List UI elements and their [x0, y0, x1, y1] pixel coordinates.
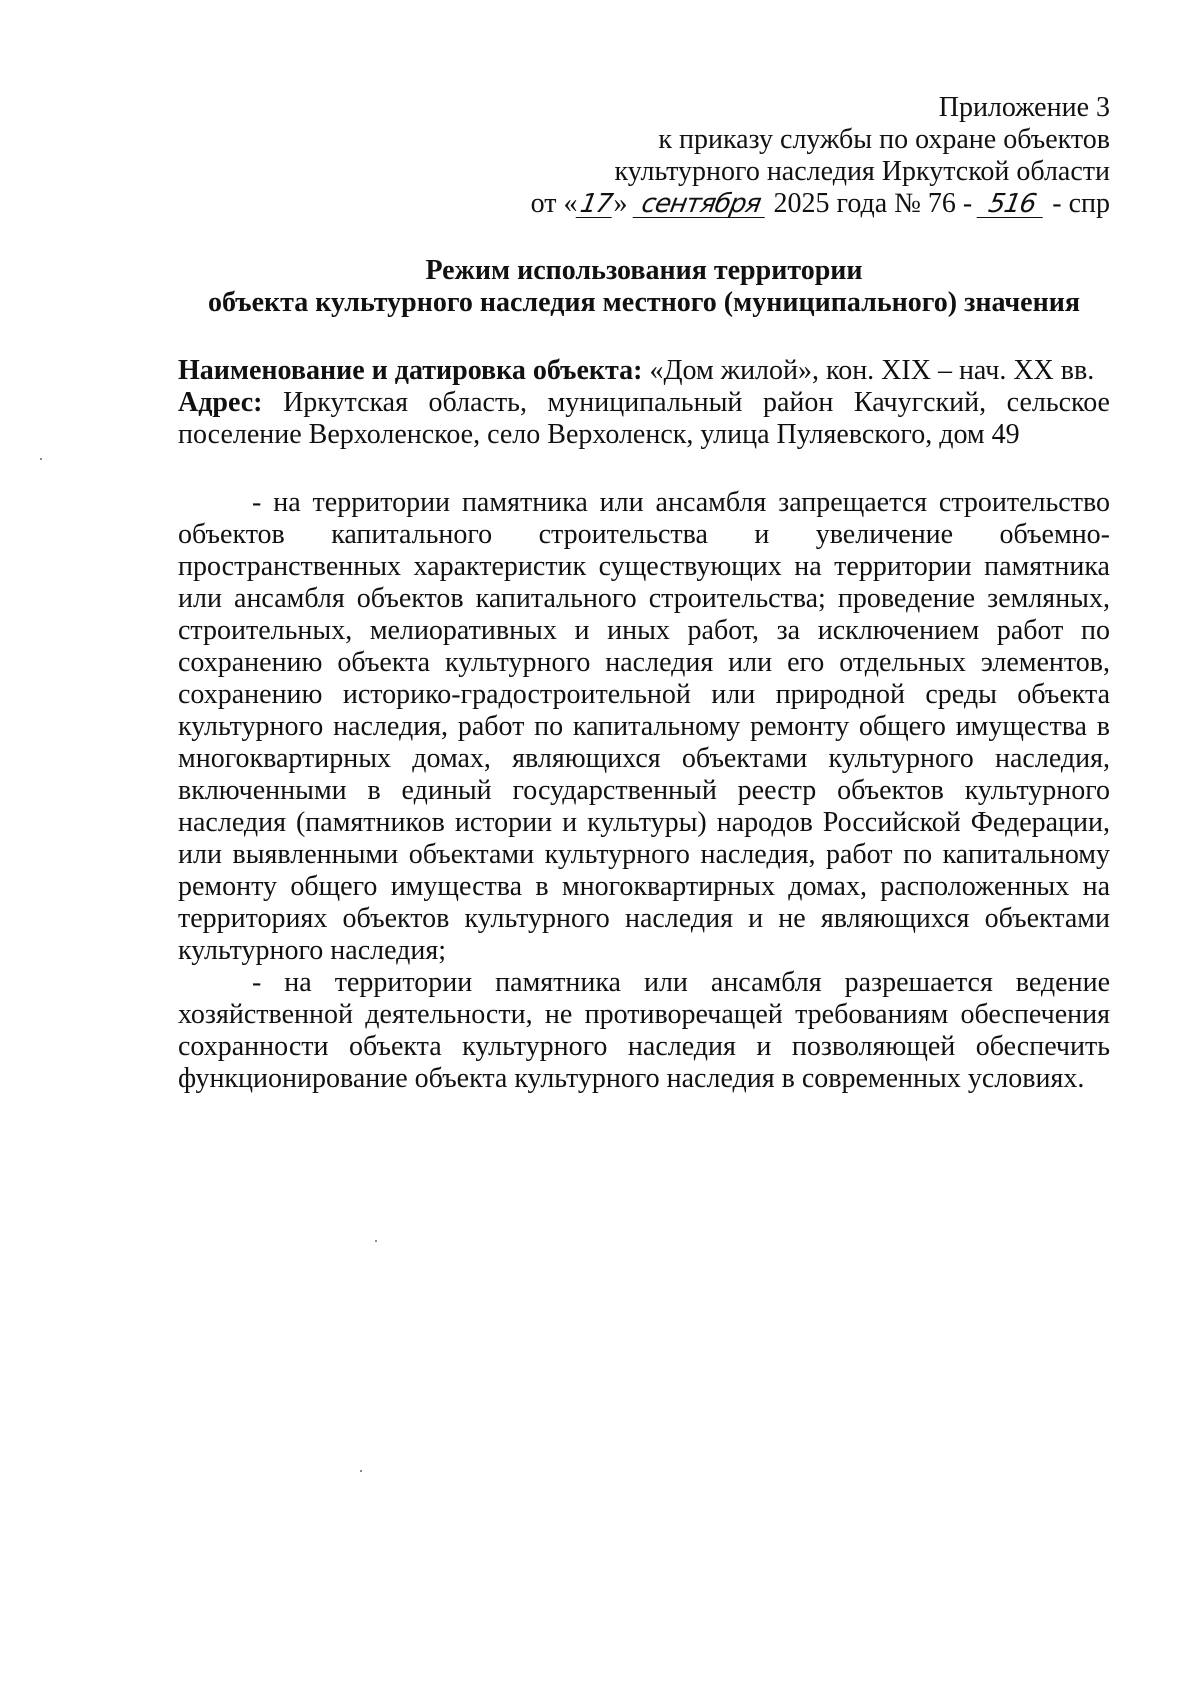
handwritten-month: сентября: [632, 191, 769, 218]
order-reference-line-1: к приказу службы по охране объектов: [658, 124, 1110, 155]
title-line-1: Режим использования территории: [425, 255, 863, 286]
handwritten-day: 17: [575, 191, 616, 218]
scan-speck: [375, 1240, 377, 1242]
appendix-number: Приложение 3: [938, 92, 1110, 123]
order-date-line: [490, 188, 1110, 220]
order-reference-line-2: культурного наследия Иркутской области: [614, 156, 1110, 187]
date-quote-close: »: [613, 188, 628, 219]
address-label: Адрес:: [178, 387, 263, 418]
scan-speck: [360, 1470, 362, 1472]
order-suffix: - спр: [1052, 188, 1110, 219]
object-name-label: Наименование и датировка объекта:: [178, 355, 643, 386]
handwritten-order-number: 516: [977, 191, 1048, 218]
object-info: [178, 355, 1110, 451]
address-value: Иркутская область, муниципальный район Качугский, сельское поселение Верхоленское, село Верхоленск, улица Пуляевского, дом 49: [178, 387, 1110, 450]
rule-permissions: - на территории памятника или ансамбля разрешается ведение хозяйственной деятельности, не противоречащей требованиям обеспечения сохранности объекта культурного наследия и позволяющей обеспечить функционирование объекта культурного наследия в современных условиях.: [178, 967, 1110, 1094]
document-title: [178, 255, 1110, 319]
rule-prohibitions: - на территории памятника или ансамбля запрещается строительство объектов капитального строительства и увеличение объемно-пространственных характеристик существующих на территории памятника или ансамбля объектов капитального строительства; проведение земляных, строительных, мелиоративных и иных работ, за исключением работ по сохранению объекта культурного наследия или его отдельных элементов, сохранению историко-градостроительной или природной среды объекта культурного наследия, работ по капитальному ремонту общего имущества в многоквартирных домах, являющихся объектами культурного наследия, включенными в единый государственный реестр объектов культурного наследия (памятников истории и культуры) народов Российской Федерации, или выявленными объектами культурного наследия, работ по капитальному ремонту общего имущества в многоквартирных домах, расположенных на территориях объектов культурного наследия и не являющихся объектами культурного наследия;: [178, 487, 1110, 966]
date-prefix: от «: [530, 188, 578, 219]
usage-rules: [178, 487, 1110, 1095]
order-year-number: 2025 года № 76 -: [773, 188, 973, 219]
appendix-header: [490, 92, 1110, 220]
object-address-row: [178, 387, 1110, 451]
scan-speck: [40, 458, 42, 460]
object-name-row: [178, 355, 1110, 387]
object-name-value: «Дом жилой», кон. XIX – нач. XX вв.: [649, 355, 1095, 386]
title-line-2: объекта культурного наследия местного (муниципального) значения: [207, 287, 1081, 318]
